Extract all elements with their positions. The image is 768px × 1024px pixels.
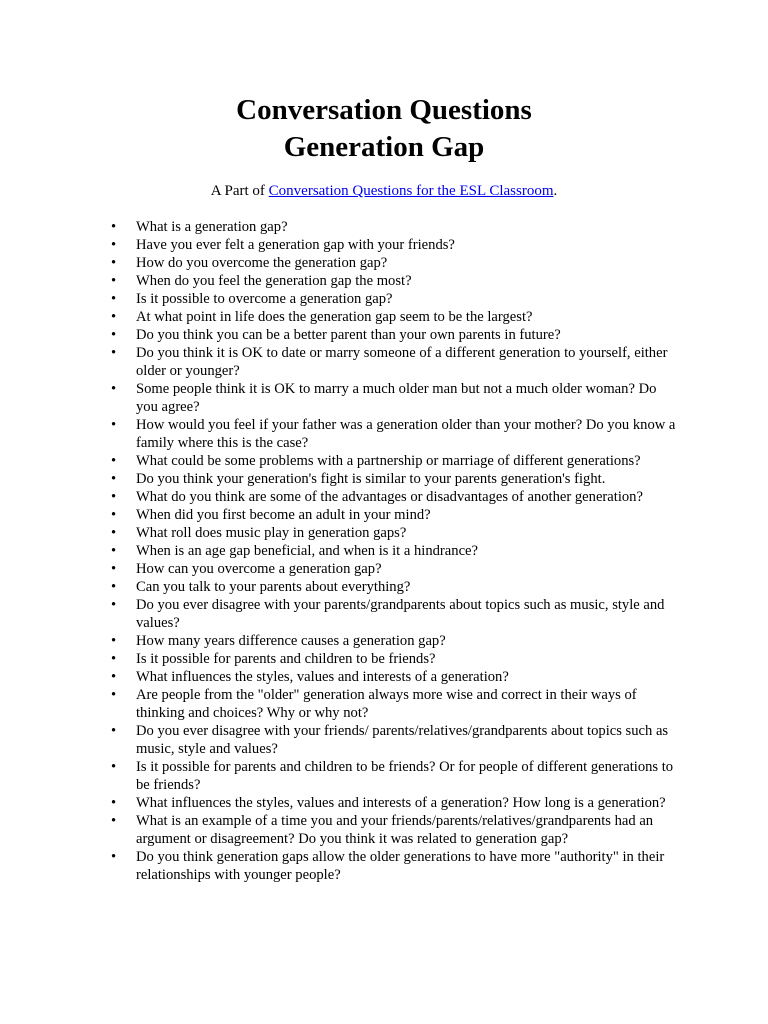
question-item: • What influences the styles, values and interests of a generation? How long is a generation?: [108, 794, 680, 812]
question-item: • Do you think it is OK to date or marry someone of a different generation to yourself, either older or younger?: [108, 344, 680, 380]
question-item: • What is an example of a time you and your friends/parents/relatives/grandparents had an argument or disagreement? Do you think it was related to generation gap?: [108, 812, 680, 848]
source-link[interactable]: Conversation Questions for the ESL Classroom: [268, 183, 554, 199]
question-item: • Do you ever disagree with your friends/ parents/relatives/grandparents about topics such as music, style and values?: [108, 722, 680, 758]
question-item: • Is it possible to overcome a generation gap?: [108, 290, 680, 308]
source-suffix: .: [553, 183, 558, 199]
question-item: • How can you overcome a generation gap?: [108, 560, 680, 578]
question-item: • What could be some problems with a partnership or marriage of different generations?: [108, 452, 680, 470]
question-item: • How would you feel if your father was a generation older than your mother? Do you know a family where this is the case?: [108, 416, 680, 452]
question-item: • Do you ever disagree with your parents/grandparents about topics such as music, style and values?: [108, 596, 680, 632]
page-title: Conversation Questions: [236, 94, 532, 126]
question-item: • When do you feel the generation gap the most?: [108, 272, 680, 290]
question-item: • Have you ever felt a generation gap with your friends?: [108, 236, 680, 254]
question-item: • Some people think it is OK to marry a much older man but not a much older woman? Do you agree?: [108, 380, 680, 416]
page-subtitle-heading: Generation Gap: [283, 131, 485, 163]
question-item: • Do you think you can be a better parent than your own parents in future?: [108, 326, 680, 344]
question-item: • Do you think your generation's fight is similar to your parents generation's fight.: [108, 470, 680, 488]
question-item: • How do you overcome the generation gap?: [108, 254, 680, 272]
question-item: • What influences the styles, values and interests of a generation?: [108, 668, 680, 686]
source-prefix: A Part of: [210, 183, 269, 199]
question-item: • What do you think are some of the advantages or disadvantages of another generation?: [108, 488, 680, 506]
question-item: • Can you talk to your parents about everything?: [108, 578, 680, 596]
question-item: • Are people from the "older" generation always more wise and correct in their ways of thinking and choices? Why or why not?: [108, 686, 680, 722]
question-item: • Is it possible for parents and children to be friends?: [108, 650, 680, 668]
question-item: • What roll does music play in generation gaps?: [108, 524, 680, 542]
source-line: [0, 182, 768, 200]
question-item: • How many years difference causes a generation gap?: [108, 632, 680, 650]
question-item: • When is an age gap beneficial, and when is it a hindrance?: [108, 542, 680, 560]
question-list: [108, 218, 680, 884]
question-item: • What is a generation gap?: [108, 218, 680, 236]
question-item: • Is it possible for parents and children to be friends? Or for people of different generations to be friends?: [108, 758, 680, 794]
question-item: • Do you think generation gaps allow the older generations to have more "authority" in their relationships with younger people?: [108, 848, 680, 884]
question-item: • When did you first become an adult in your mind?: [108, 506, 680, 524]
question-item: • At what point in life does the generation gap seem to be the largest?: [108, 308, 680, 326]
